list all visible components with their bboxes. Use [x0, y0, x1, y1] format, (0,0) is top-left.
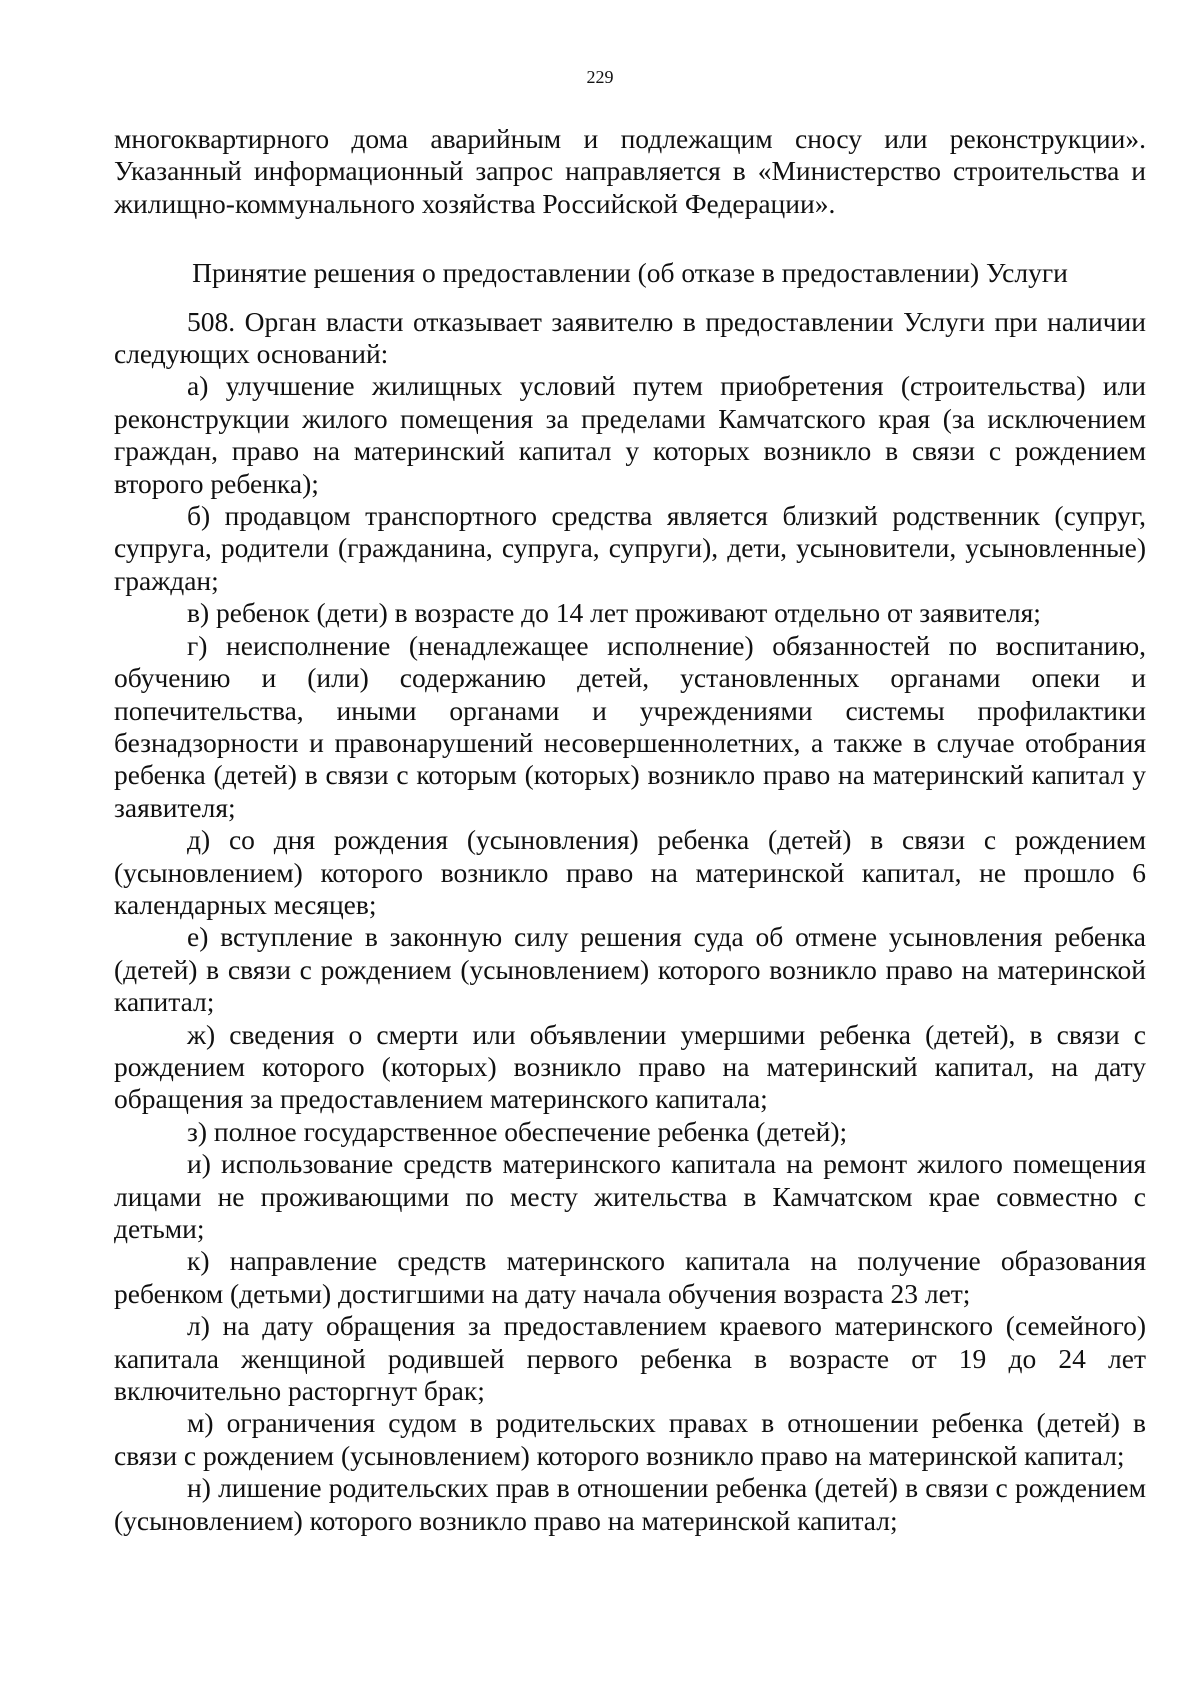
list-item: а) улучшение жилищных условий путем приобретения (строительства) или реконструкции жилого помещения за пределами Камчатского края (за исключением граждан, право на материнский капитал у которых возникло в связи с рождением второго ребенка); — [114, 370, 1146, 499]
list-item: к) направление средств материнского капитала на получение образования ребенком (детьми) достигшими на дату начала обучения возраста 23 лет; — [114, 1245, 1146, 1309]
intro-paragraph: многоквартирного дома аварийным и подлежащим сносу или реконструкции». Указанный информационный запрос направляется в «Министерство строительства и жилищно-коммунального хозяйства Российской Федерации». — [114, 123, 1146, 219]
list-item: ж) сведения о смерти или объявлении умершими ребенка (детей), в связи с рождением которого (которых) возникло право на материнский капитал, на дату обращения за предоставлением материнского капитала; — [114, 1018, 1146, 1115]
document-body — [114, 123, 1146, 1537]
list-item: в) ребенок (дети) в возрасте до 14 лет проживают отдельно от заявителя; — [187, 597, 1041, 629]
list-item: б) продавцом транспортного средства является близкий родственник (супруг, супруга, родители (гражданина, супруга, супруги), дети, усыновители, усыновленные) граждан; — [114, 500, 1146, 596]
list-item: л) на дату обращения за предоставлением краевого материнского (семейного) капитала женщиной родившей первого ребенка в возрасте от 19 до 24 лет включительно расторгнут брак; — [114, 1310, 1146, 1407]
list-item: м) ограничения судом в родительских правах в отношении ребенка (детей) в связи с рождением (усыновлением) которого возникло право на материнской капитал; — [114, 1407, 1146, 1471]
list-item: и) использование средств материнского капитала на ремонт жилого помещения лицами не проживающими по месту жительства в Камчатском крае совместно с детьми; — [114, 1148, 1146, 1244]
paragraph-508: 508. Орган власти отказывает заявителю в предоставлении Услуги при наличии следующих оснований: — [114, 305, 1146, 370]
list-item: н) лишение родительских прав в отношении ребенка (детей) в связи с рождением (усыновлением) которого возникло право на материнской капитал; — [114, 1472, 1146, 1536]
list-item: д) со дня рождения (усыновления) ребенка (детей) в связи с рождением (усыновлением) которого возникло право на материнской капитал, не прошло 6 календарных месяцев; — [114, 824, 1146, 920]
list-item: з) полное государственное обеспечение ребенка (детей); — [187, 1115, 848, 1147]
list-item: г) неисполнение (ненадлежащее исполнение) обязанностей по воспитанию, обучению и (или) содержанию детей, установленных органами опеки и попечительства, иными органами и учреждениями системы профилактики безнадзорности и правонарушений несовершеннолетних, а также в случае отобрания ребенка (детей) в связи с которым (которых) возникло право на материнский капитал у заявителя; — [114, 629, 1146, 823]
list-item: е) вступление в законную силу решения суда об отмене усыновления ребенка (детей) в связи с рождением (усыновлением) которого возникло право на материнской капитал; — [114, 921, 1146, 1018]
page-number: 229 — [586, 67, 614, 87]
section-heading: Принятие решения о предоставлении (об отказе в предоставлении) Услуги — [192, 257, 1068, 289]
